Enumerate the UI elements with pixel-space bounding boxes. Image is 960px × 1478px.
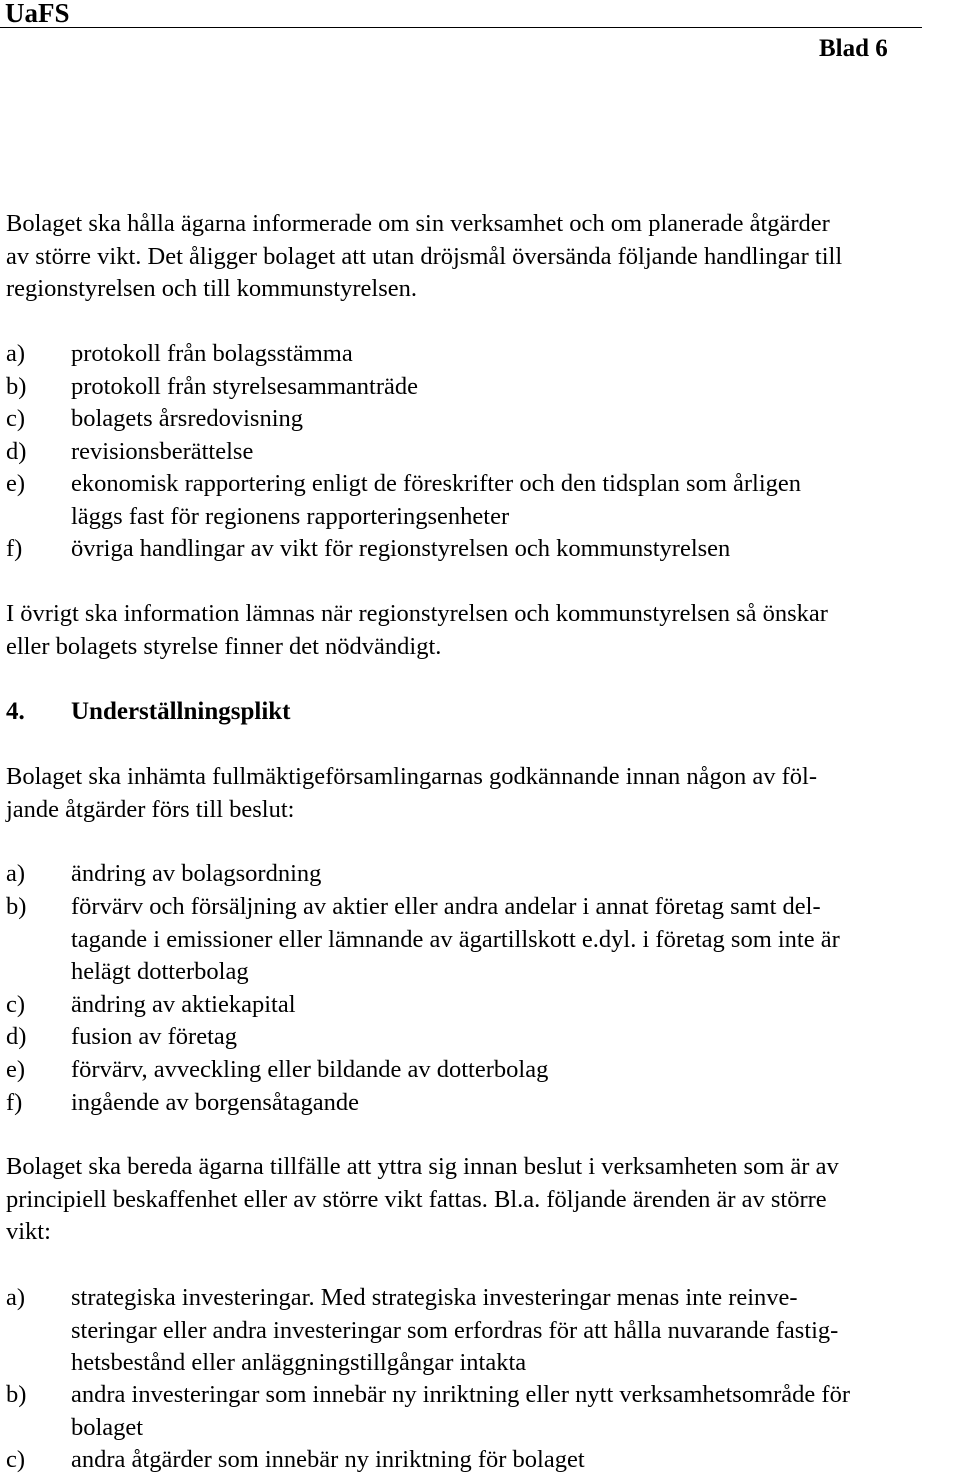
- intro-paragraph: [6, 208, 960, 306]
- list-label: e): [6, 470, 26, 497]
- list-item-text: ingående av borgensåtagande: [71, 1089, 359, 1116]
- list-item-text: ändring av aktiekapital: [71, 991, 296, 1018]
- paragraph-line: I övrigt ska information lämnas när regionstyrelsen och kommunstyrelsen så önskar: [6, 600, 828, 627]
- list-item-text: tagande i emissioner eller lämnande av ägartillskott e.dyl. i företag som inte är: [71, 925, 840, 953]
- list-label: b): [6, 373, 27, 400]
- list-item-text: andra investeringar som innebär ny inriktning eller nytt verksamhetsområde för: [71, 1381, 850, 1408]
- list-item-text: ändring av bolagsordning: [71, 860, 322, 887]
- section-number: 4.: [6, 698, 25, 725]
- list-item-text: förvärv, avveckling eller bildande av dotterbolag: [71, 1056, 549, 1083]
- list-label: f): [6, 1089, 23, 1116]
- paragraph-line: Bolaget ska bereda ägarna tillfälle att yttra sig innan beslut i verksamheten som är av: [6, 1153, 839, 1180]
- paragraph-line: Bolaget ska hålla ägarna informerade om sin verksamhet och om planerade åtgärder: [6, 210, 830, 237]
- list-item-text: strategiska investeringar. Med strategiska investeringar menas inte reinve-: [71, 1284, 798, 1311]
- list-label: b): [6, 1381, 27, 1408]
- list-item-text: förvärv och försäljning av aktier eller andra andelar i annat företag samt del-: [71, 893, 821, 920]
- list-label: a): [6, 860, 26, 887]
- list-item-text: hetsbestånd eller anläggningstillgångar intakta: [71, 1349, 527, 1377]
- paragraph-line: principiell beskaffenhet eller av större vikt fattas. Bl.a. följande ärenden är av större: [6, 1185, 827, 1213]
- paragraph-line: av större vikt. Det åligger bolaget att utan dröjsmål översända följande handlingar till: [6, 242, 843, 270]
- information-paragraph: [6, 598, 960, 663]
- list-item-text: protokoll från bolagsstämma: [71, 340, 353, 367]
- header-divider: [0, 27, 922, 28]
- paragraph-line: jande åtgärder förs till beslut:: [6, 795, 295, 823]
- list-item-text: ekonomisk rapportering enligt de föreskrifter och den tidsplan som årligen: [71, 470, 802, 497]
- paragraph-line: regionstyrelsen och till kommunstyrelsen.: [6, 275, 417, 303]
- section-title: Underställningsplikt: [71, 698, 291, 725]
- list-label: c): [6, 991, 26, 1018]
- paragraph-line: vikt:: [6, 1218, 51, 1246]
- list-label: e): [6, 1056, 26, 1083]
- list-item-text: helägt dotterbolag: [71, 958, 249, 986]
- list-label: d): [6, 438, 27, 465]
- list-item-text: fusion av företag: [71, 1023, 237, 1050]
- list-item-text: revisionsberättelse: [71, 438, 254, 465]
- list-label: a): [6, 340, 26, 367]
- list-item-text: övriga handlingar av vikt för regionstyrelsen och kommunstyrelsen: [71, 535, 731, 562]
- list-item-text: steringar eller andra investeringar som erfordras för att hålla nuvarande fastig-: [71, 1316, 839, 1344]
- list-item-text: bolagets årsredovisning: [71, 405, 304, 432]
- list-label: c): [6, 1446, 26, 1473]
- paragraph-line: Bolaget ska inhämta fullmäktigeförsamlingarnas godkännande innan någon av föl-: [6, 763, 817, 790]
- list-item-text: andra åtgärder som innebär ny inriktning för bolaget: [71, 1446, 585, 1473]
- list-label: a): [6, 1284, 26, 1311]
- list-label: c): [6, 405, 26, 432]
- list-item-text: bolaget: [71, 1413, 144, 1441]
- list-item-text: läggs fast för regionens rapporteringsenheter: [71, 502, 510, 530]
- approval-paragraph: [6, 761, 960, 826]
- list-label: b): [6, 893, 27, 920]
- list-item-text: protokoll från styrelsesammanträde: [71, 373, 418, 400]
- page-number: Blad 6: [819, 35, 888, 62]
- paragraph-line: eller bolagets styrelse finner det nödvändigt.: [6, 632, 442, 660]
- header-organization: UaFS: [5, 0, 70, 28]
- list-label: d): [6, 1023, 27, 1050]
- consultation-paragraph: [6, 1151, 960, 1249]
- list-label: f): [6, 535, 23, 562]
